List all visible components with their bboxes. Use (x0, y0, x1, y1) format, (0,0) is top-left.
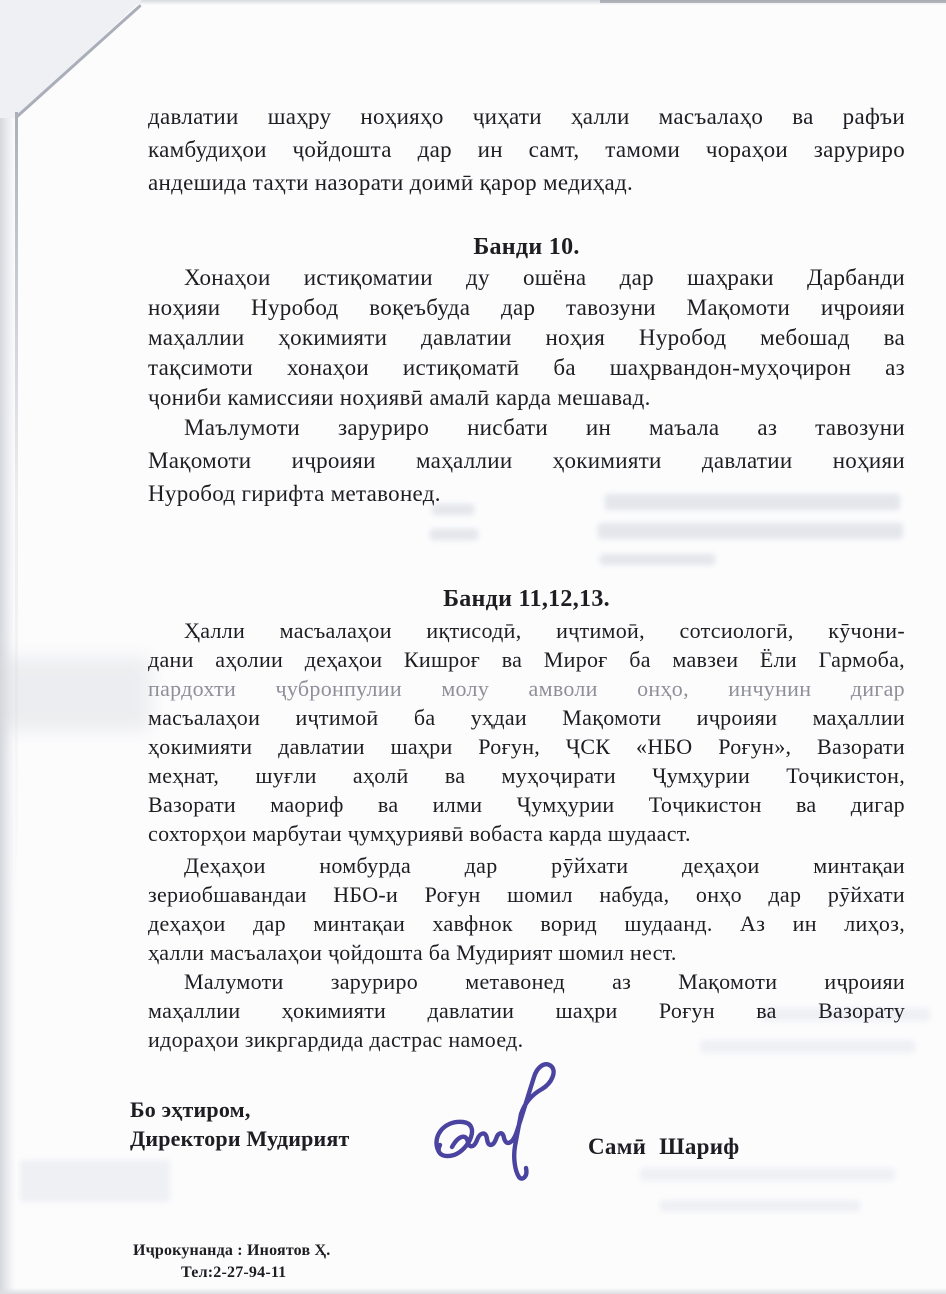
intro-paragraph (148, 100, 905, 199)
text-line: Вазорати маориф ва илми Ҷумҳурии Тоҷикистон ва дигар (148, 792, 905, 817)
signoff-respect: Бо эҳтиром, (130, 1097, 251, 1122)
text-line: Маълумоти заруриро нисбати ин маъала аз тавозуни (184, 415, 905, 440)
scan-left-edge (0, 0, 16, 1294)
text-line: Деҳаҳои номбурда дар рӯйхати деҳаҳои минтақаи (184, 853, 905, 878)
band10-paragraph-2 (148, 411, 905, 510)
band11-paragraph-1 (148, 616, 905, 848)
bleed-through-artifact (600, 554, 715, 565)
text-line: дани аҳолии деҳаҳои Кишроғ ва Мироғ ба мавзеи Ёли Гармоба, (148, 647, 905, 672)
text-line: ҷониби камиссияи ноҳиявӣ амалӣ карда мешавад. (148, 385, 651, 410)
signature-ink (423, 1058, 575, 1200)
band10-paragraph-1 (148, 263, 905, 413)
section-heading-band10: Банди 10. (473, 234, 580, 260)
executor-line: Иҷрокунанда : Иноятов Ҳ. (133, 1242, 331, 1259)
text-line-faded: пардохти ҷубронпулии молу амволи онҳо, инчунин дигар (148, 676, 905, 701)
text-line: ноҳияи Нуробод воқеъбуда дар тавозуни Мақомоти иҷроияи (148, 295, 905, 320)
text-line: зериобшавандаи НБО-и Роғун шомил набуда, онҳо дар рӯйхати (148, 882, 905, 907)
band11-paragraph-2 (148, 851, 905, 967)
section-heading-band11: Банди 11,12,13. (443, 586, 610, 612)
text-line: Нуробод гирифта метавонед. (148, 481, 441, 506)
text-line: маҳаллии ҳокимияти давлатии ноҳия Нуробод мебошад ва (148, 325, 905, 350)
text-line: тақсимоти хонаҳои истиқоматӣ ба шаҳрвандон-муҳоҷирон аз (148, 355, 905, 380)
bleed-through-artifact (598, 523, 903, 539)
text-line: маҳаллии ҳокимияти давлатии шаҳри Роғун ва Вазорату (148, 998, 905, 1023)
text-line: ҳалли масъалаҳои ҷойдошта ба Мудирият шомил нест. (148, 940, 677, 965)
text-line: Мақомоти иҷроияи маҳаллии ҳокимияти давлатии ноҳияи (148, 448, 905, 473)
text-line: давлатии шаҳру ноҳияҳо ҷиҳати ҳалли масъалаҳо ва рафъи (148, 104, 905, 129)
text-line: ҳокимияти давлатии шаҳри Роғун, ҶСК «НБО Роғун», Вазорати (148, 734, 905, 759)
signer-name: Самӣ Шариф (588, 1134, 740, 1159)
paper-crease-smudge (0, 658, 150, 730)
bleed-through-artifact (660, 1200, 860, 1212)
signoff-title: Директори Мудирият (130, 1126, 350, 1151)
bleed-through-artifact (430, 529, 478, 540)
text-line: меҳнат, шуғли аҳолӣ ва муҳоҷирати Ҷумҳурии Тоҷикистон, (148, 763, 905, 788)
footer-block (133, 1240, 330, 1284)
text-line: масъалаҳои иҷтимоӣ ба уҳдаи Мақомоти иҷроияи маҳаллии (148, 705, 905, 730)
text-line: камбудиҳои ҷойдошта дар ин самт, тамоми чораҳои заруриро (148, 137, 905, 162)
bleed-through-artifact (20, 1160, 170, 1202)
signoff-block (130, 1095, 350, 1153)
text-line: деҳаҳои дар минтақаи хавфнок ворид шудаанд. Аз ин лиҳоз, (148, 911, 905, 936)
text-line: андешида таҳти назорати доимӣ қарор медиҳад. (148, 170, 634, 195)
text-line: Малумоти заруриро метавонед аз Мақомоти иҷроияи (184, 969, 905, 994)
text-line: Хонаҳои истиқоматии ду ошёна дар шаҳраки Дарбанди (184, 265, 905, 290)
scan-bottom-edge (0, 1288, 946, 1294)
text-line: сохторҳои марбутаи ҷумҳуриявӣ вобаста карда шудааст. (148, 821, 691, 846)
bleed-through-artifact (640, 1168, 895, 1181)
folded-corner-area (0, 0, 142, 118)
text-line: Ҳалли масъалаҳои иқтисодӣ, иҷтимоӣ, сотсиологӣ, кӯчони- (184, 618, 905, 643)
band11-paragraph-3 (148, 967, 905, 1054)
phone-line: Тел:2-27-94-11 (181, 1264, 287, 1281)
text-line: идораҳои зикргардида дастрас намоед. (148, 1027, 524, 1052)
scan-top-right-streak (600, 0, 946, 3)
